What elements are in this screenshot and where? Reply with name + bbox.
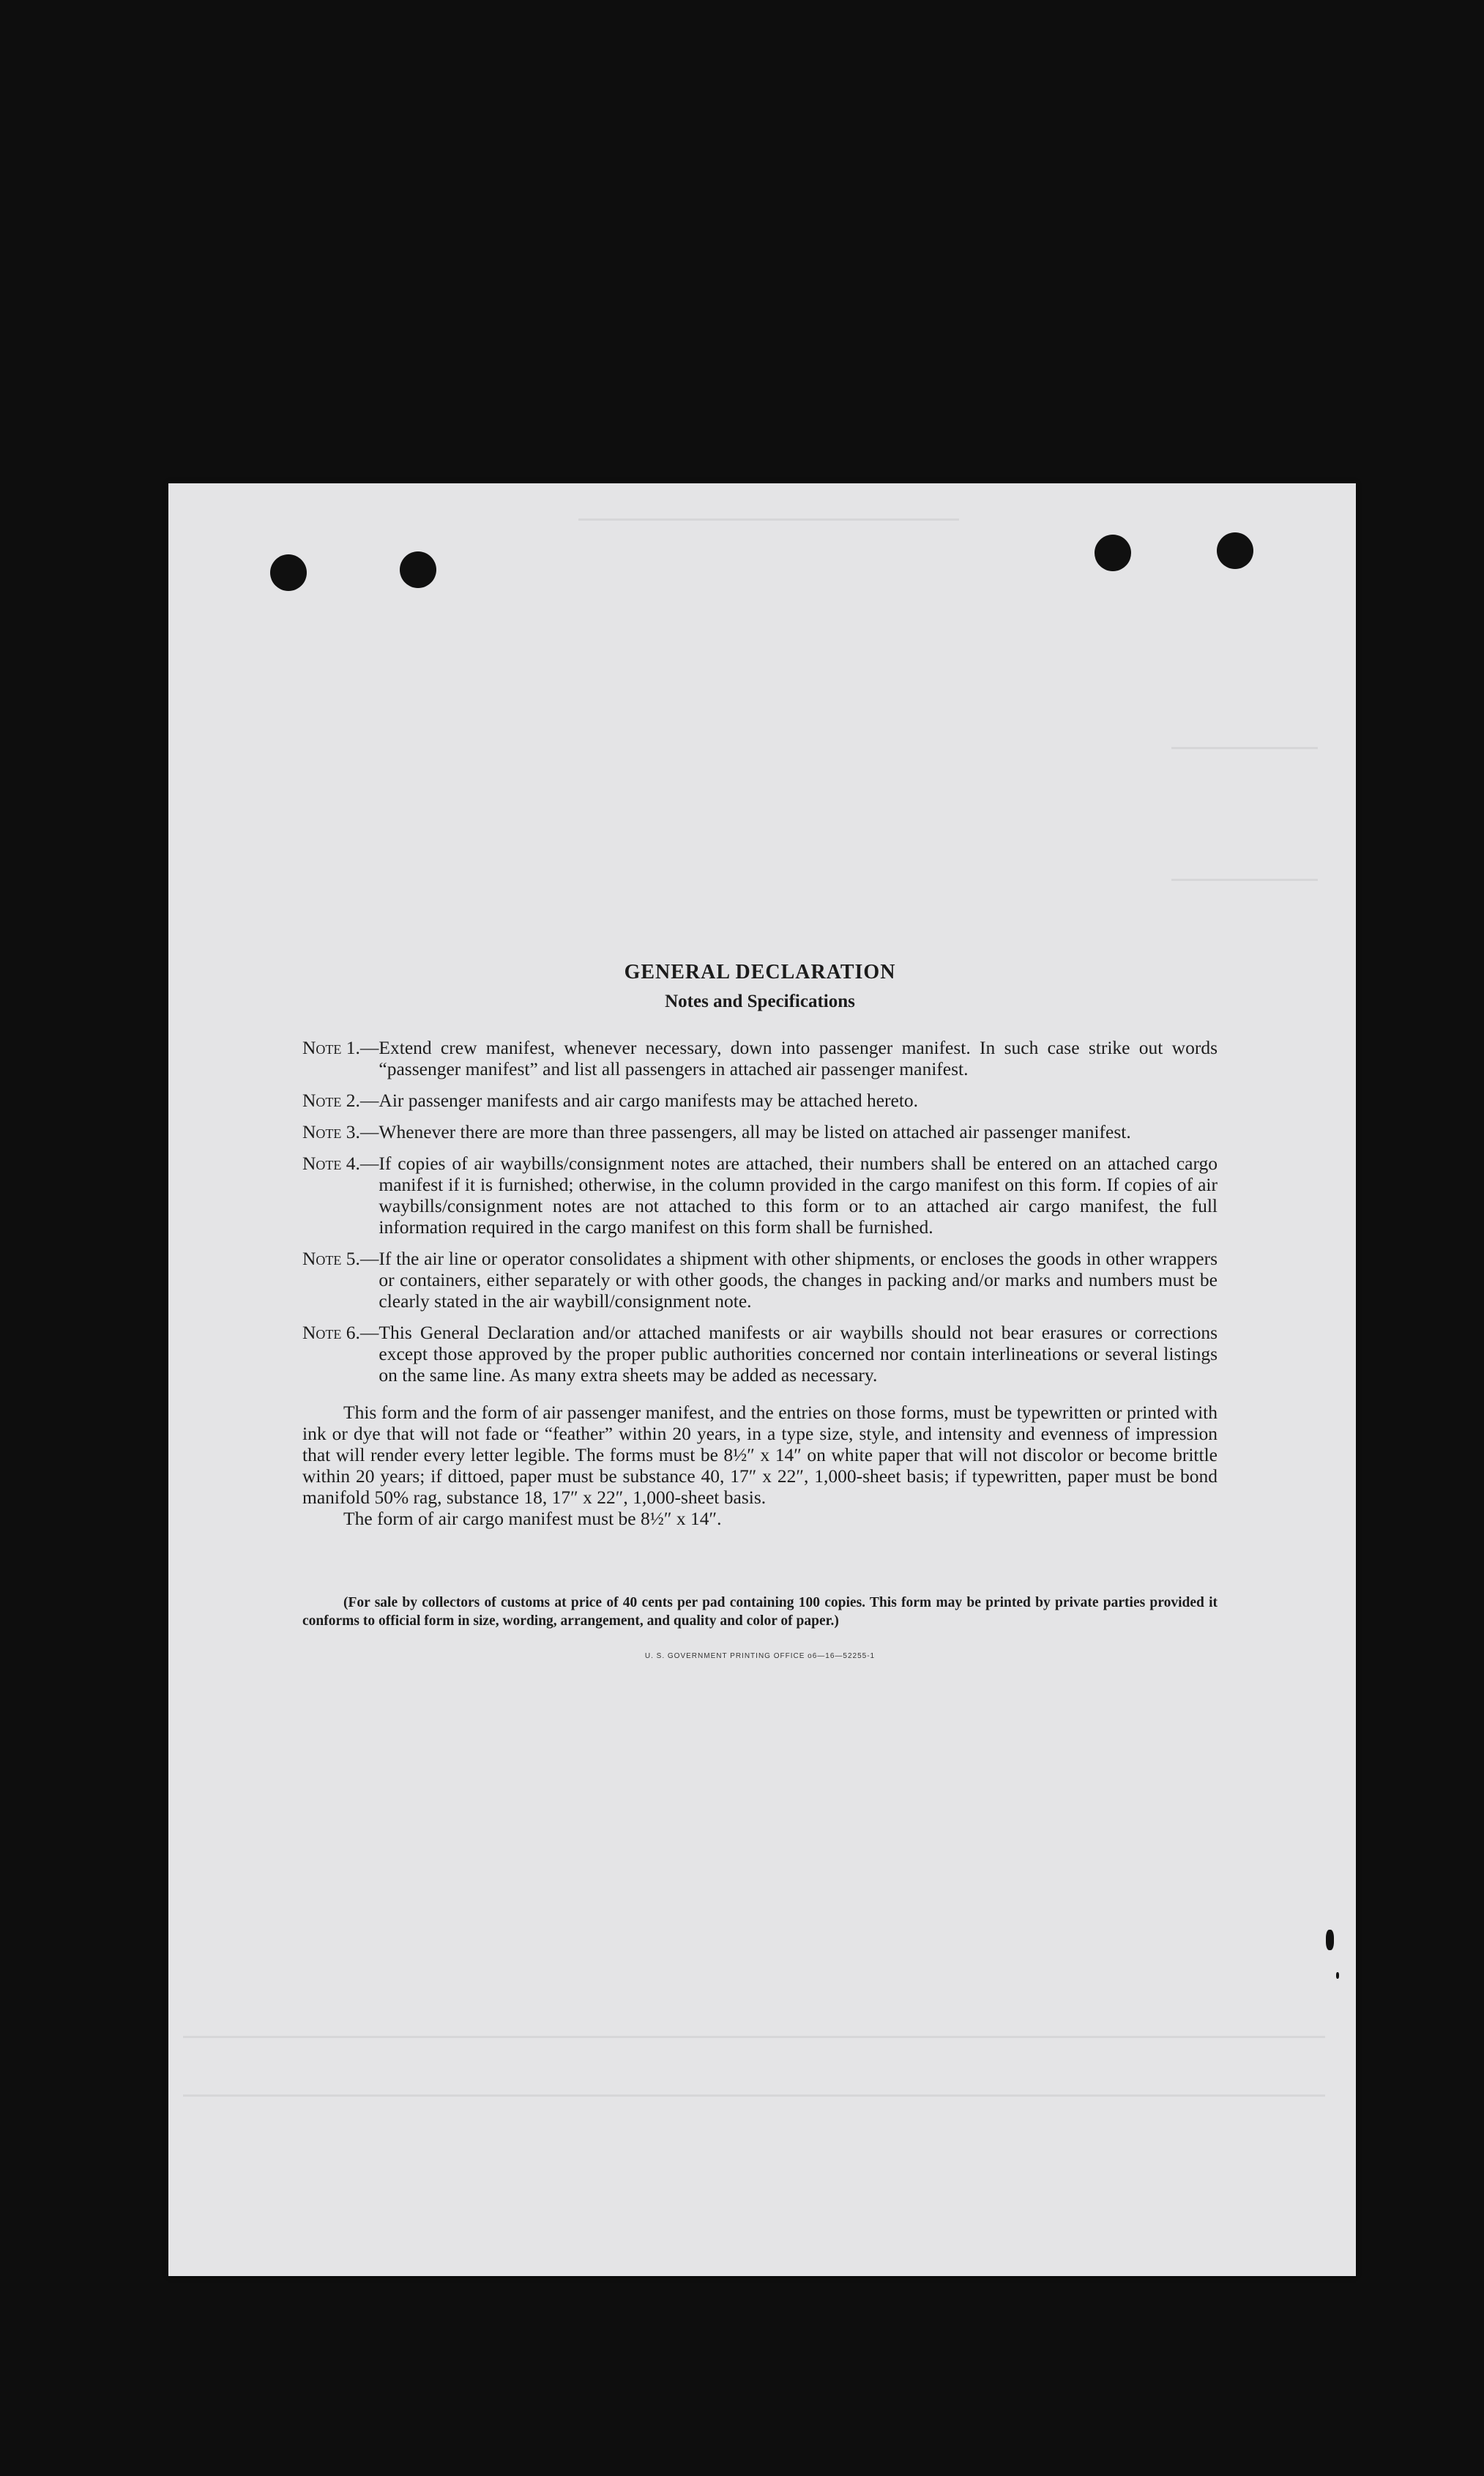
note-6 — [302, 1322, 1218, 1386]
note-text: This General Declaration and/or attached manifests or air waybills should not bear erasures or corrections except those approved by the proper public authorities concerned nor contain interlineations or several listings on the same line. As many extra sheets may be added as necessary. — [379, 1322, 1218, 1386]
note-3 — [302, 1121, 1218, 1142]
punch-hole — [400, 551, 436, 588]
note-label: Note 1.— — [302, 1037, 379, 1058]
note-1 — [302, 1037, 1218, 1079]
form-specification-paragraph: This form and the form of air passenger manifest, and the entries on those forms, must be typewritten or printed with ink or dye that will not fade or “feather” within 20 years, in a type size, style, and intensity and evenness of impression that will render every letter legible. The forms must be 8½″ x 14″ on white paper that will not discolor or become brittle within 20 years; if dittoed, paper must be substance 40, 17″ x 22″, 1,000-sheet basis; if typewritten, paper must be bond manifold 50% rag, substance 18, 17″ x 22″, 1,000-sheet basis. — [302, 1402, 1218, 1508]
speck — [1336, 1972, 1339, 1979]
document-sheet — [168, 483, 1356, 2276]
show-through-line — [1171, 879, 1318, 881]
show-through-line — [183, 2036, 1325, 2038]
note-label: Note 4.— — [302, 1153, 379, 1174]
show-through-line — [578, 518, 959, 521]
note-label: Note 6.— — [302, 1322, 379, 1343]
note-label: Note 3.— — [302, 1121, 379, 1142]
cargo-manifest-size-line: The form of air cargo manifest must be 8½″ x 14″. — [343, 1508, 722, 1529]
note-5 — [302, 1248, 1218, 1312]
note-4 — [302, 1153, 1218, 1238]
note-label: Note 5.— — [302, 1248, 379, 1269]
note-2 — [302, 1090, 1218, 1111]
note-text: If copies of air waybills/consignment notes are attached, their numbers shall be entered on an attached cargo manifest if it is furnished; otherwise, in the column provided in the cargo manifest on this form. If copies of air waybills/consignment notes are not attached to this form or to an attached air cargo manifest, the full information required in the cargo manifest on this form shall be furnished. — [379, 1153, 1218, 1238]
show-through-line — [183, 2094, 1325, 2097]
note-text: Whenever there are more than three passengers, all may be listed on attached air passenger manifest. — [379, 1121, 1131, 1142]
notes-and-specifications — [302, 961, 1218, 1660]
note-text: Extend crew manifest, whenever necessary, down into passenger manifest. In such case strike out words “passenger manifest” and list all passengers in attached air passenger manifest. — [379, 1037, 1218, 1079]
note-text: Air passenger manifests and air cargo manifests may be attached hereto. — [379, 1090, 919, 1111]
punch-hole — [1217, 532, 1253, 569]
page-title: GENERAL DECLARATION — [624, 961, 896, 984]
printer-imprint: U. S. GOVERNMENT PRINTING OFFICE o6—16—52255-1 — [644, 1652, 876, 1660]
speck — [1326, 1930, 1334, 1950]
show-through-line — [1171, 747, 1318, 749]
sale-notice: (For sale by collectors of customs at price of 40 cents per pad containing 100 copies. This form may be printed by private parties provided it conforms to official form in size, wording, arrangement, and quality and color of paper.) — [302, 1595, 1218, 1629]
note-label: Note 2.— — [302, 1090, 379, 1111]
punch-hole — [1095, 535, 1131, 571]
punch-hole — [270, 554, 307, 591]
page-subtitle: Notes and Specifications — [665, 992, 855, 1011]
note-text: If the air line or operator consolidates a shipment with other shipments, or encloses the goods in other wrappers or containers, either separately or with other goods, the changes in packing and/or marks and numbers must be clearly stated in the air waybill/consignment note. — [379, 1248, 1218, 1312]
